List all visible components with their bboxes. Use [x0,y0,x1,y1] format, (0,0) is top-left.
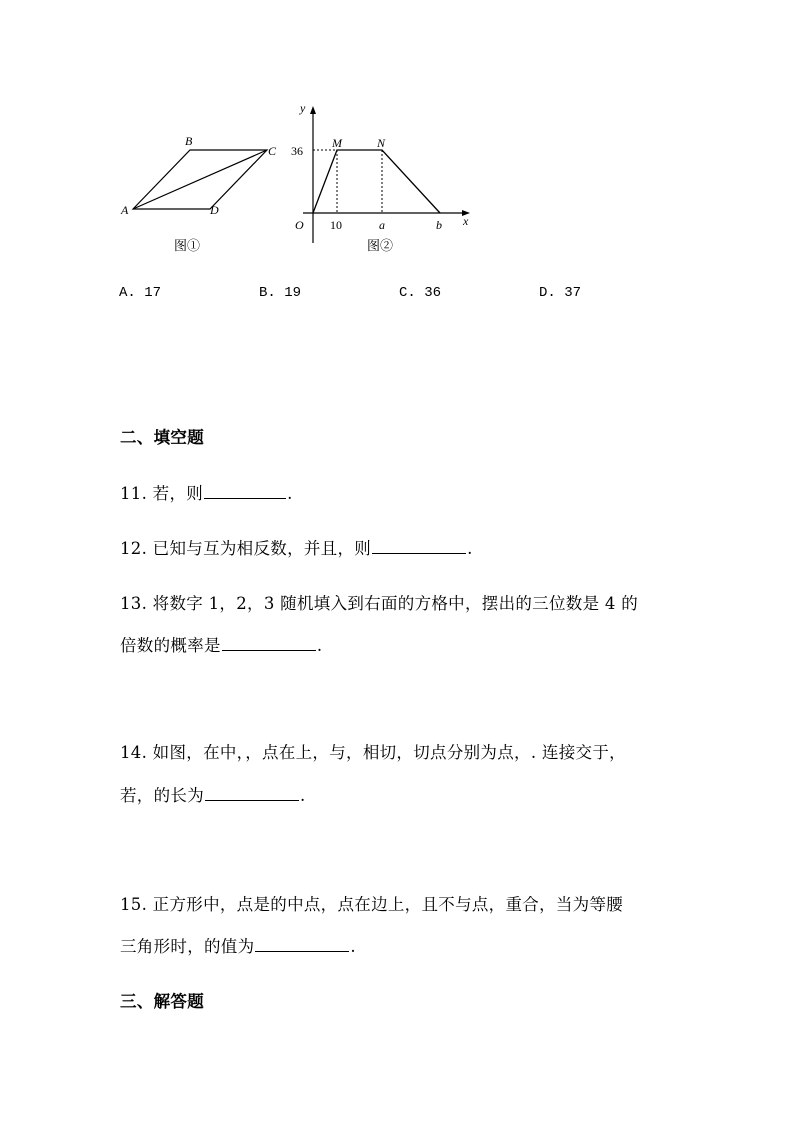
figure2-caption: 图② [367,238,394,253]
figures-svg [110,95,490,265]
section2-title: 二、填空题 [120,428,204,447]
q13-answer-blank[interactable] [222,632,316,651]
question-14-line2 [120,782,306,806]
question-11 [120,480,293,504]
label-a: A [121,203,129,217]
y-tick-36: 36 [291,144,303,158]
q15-answer-blank[interactable] [255,933,349,952]
origin-label: O [295,218,304,232]
choice-c[interactable]: C. 36 [399,285,442,301]
choice-row [0,285,794,305]
q14-answer-blank[interactable] [205,782,299,801]
q14-end: . [300,786,306,805]
q12-answer-blank[interactable] [372,535,466,554]
q11-end: . [287,484,293,503]
x-tick-10: 10 [330,218,342,232]
choice-d[interactable]: D. 37 [539,285,582,301]
figure1-caption: 图① [174,238,201,253]
q12-end: . [467,539,473,558]
question-15-line1: 15. 正方形中，点是的中点，点在边上，且不与点，重合，当为等腰 [120,895,624,914]
figure1-parallelogram [120,134,277,253]
choice-b[interactable]: B. 19 [259,285,302,301]
graph-line [313,150,440,213]
figure2-graph [291,101,470,253]
axis-y-label: y [300,101,306,115]
question-13-line2 [120,632,322,656]
choice-a[interactable]: A. 17 [119,285,162,301]
q14-text: 若，的长为 [120,786,204,805]
q13-end: . [316,636,323,655]
question-12 [120,535,473,559]
question-13-line1: 13. 将数字 1，2，3 随机填入到右面的方格中，摆出的三位数是 4 的 [120,594,639,613]
diagonal-ac [133,150,267,209]
q11-text: 11. 若，则 [120,484,204,503]
q11-answer-blank[interactable] [204,480,286,499]
question-15-line2 [120,933,356,957]
label-d: D [210,203,219,217]
label-n: N [377,136,386,150]
q13-text: 倍数的概率是 [120,636,221,655]
q15-text: 三角形时，的值为 [120,937,255,956]
label-b: B [185,134,193,148]
question-14-line1: 14. 如图，在中，，点在上，与，相切，切点分别为点，. 连接交于， [120,743,626,762]
label-c: C [268,144,277,158]
y-axis-arrow [310,106,316,114]
label-m: M [332,136,342,150]
x-tick-a: a [379,218,385,232]
q15-end: . [350,937,356,956]
axis-x-label: x [463,214,469,228]
x-tick-b: b [436,218,442,232]
q12-text: 12. 已知与互为相反数，并且，则 [120,539,372,558]
section3-title: 三、解答题 [120,992,204,1011]
figure-area [110,95,490,265]
